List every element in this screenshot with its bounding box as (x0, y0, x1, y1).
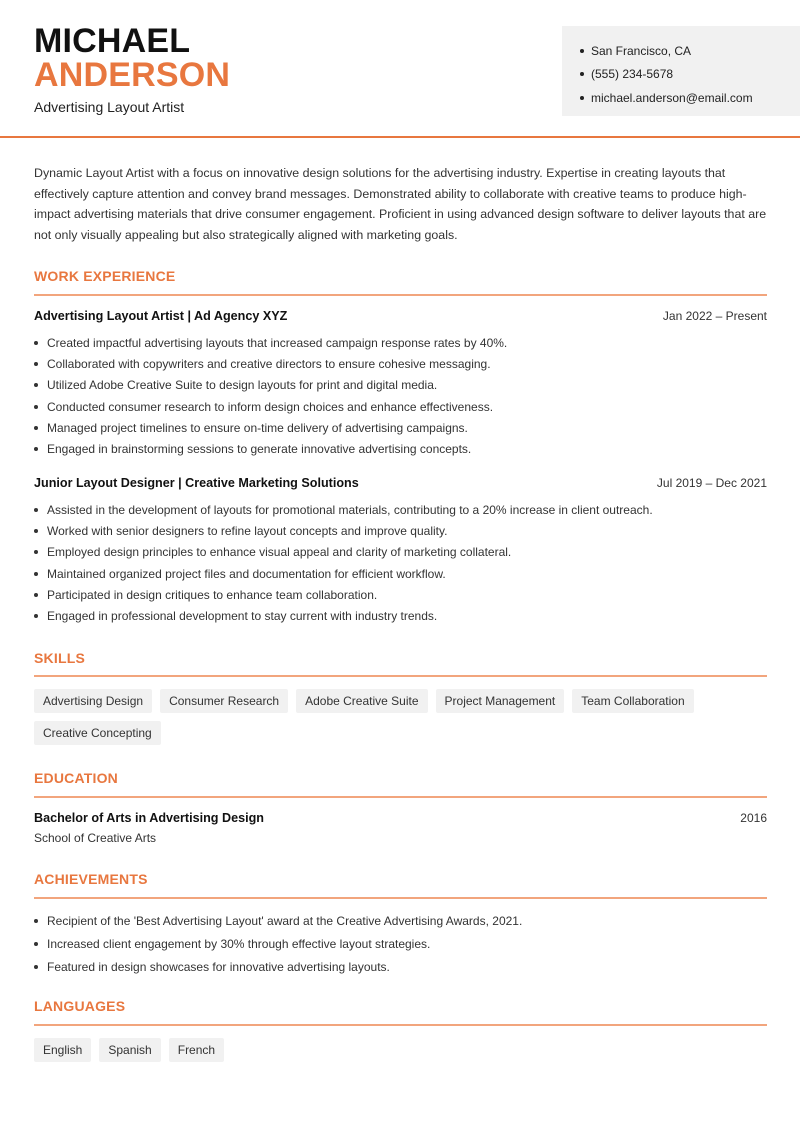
contact-location: San Francisco, CA (580, 39, 800, 63)
skill-chip: Consumer Research (160, 689, 288, 713)
language-chip: Spanish (99, 1038, 160, 1062)
bullet-icon (34, 341, 38, 345)
bullet-icon (580, 72, 584, 76)
first-name: MICHAEL (34, 22, 191, 60)
section-divider (34, 294, 767, 296)
job-title: Advertising Layout Artist (34, 99, 185, 115)
skill-chip: Team Collaboration (572, 689, 693, 713)
section-divider (34, 796, 767, 798)
bullet-icon (580, 49, 584, 53)
resume-header (0, 0, 800, 138)
school-name: School of Creative Arts (34, 831, 157, 845)
job-dates: Jan 2022 – Present (662, 309, 767, 323)
summary: Dynamic Layout Artist with a focus on innovative design solutions for the advertising industry. Expertise in creating layouts that effectively capture attention and convey brand messages. Demonstrated ability to collaborate with creative teams to produce high-impact advertising materials that drive consumer engagement. Proficient in using advanced design software to deliver layouts that are not only visually appealing but also strategically aligned with marketing goals. (34, 166, 767, 242)
bullet-icon (34, 942, 38, 946)
bullet-icon (34, 550, 38, 554)
list-item: Maintained organized project files and documentation for efficient workflow. (34, 563, 774, 584)
bullet-icon (34, 572, 38, 576)
bullet-icon (34, 593, 38, 597)
section-divider (34, 1024, 767, 1026)
languages-list (34, 1038, 774, 1070)
graduation-year: 2016 (740, 811, 767, 825)
section-title-achievements: ACHIEVEMENTS (34, 871, 148, 887)
contact-email: michael.anderson@email.com (580, 86, 800, 110)
section-title-skills: SKILLS (34, 650, 85, 666)
job-title: Junior Layout Designer | Creative Marketing Solutions (34, 476, 359, 490)
skill-chip: Advertising Design (34, 689, 152, 713)
job-title: Advertising Layout Artist | Ad Agency XYZ (34, 309, 288, 323)
bullet-icon (34, 508, 38, 512)
list-item: Recipient of the 'Best Advertising Layout' award at the Creative Advertising Awards, 2021. (34, 909, 774, 932)
list-item: Increased client engagement by 30% through effective layout strategies. (34, 932, 774, 955)
bullet-icon (34, 405, 38, 409)
list-item: Featured in design showcases for innovative advertising layouts. (34, 955, 774, 978)
section-divider (34, 897, 767, 899)
language-chip: French (169, 1038, 224, 1062)
list-item: Collaborated with copywriters and creative directors to ensure cohesive messaging. (34, 353, 774, 374)
list-item: Managed project timelines to ensure on-time delivery of advertising campaigns. (34, 417, 774, 438)
section-divider (34, 675, 767, 677)
job-bullets (34, 332, 774, 460)
bullet-icon (34, 614, 38, 618)
bullet-icon (34, 383, 38, 387)
job-entry-header (34, 476, 767, 490)
education-entry-header (34, 811, 767, 825)
list-item: Assisted in the development of layouts for promotional materials, contributing to a 20% increase in client outreach. (34, 499, 774, 520)
last-name: ANDERSON (34, 56, 231, 94)
section-title-education: EDUCATION (34, 770, 118, 786)
list-item: Worked with senior designers to refine layout concepts and improve quality. (34, 520, 774, 541)
bullet-icon (34, 919, 38, 923)
contact-box (562, 26, 800, 116)
job-dates: Jul 2019 – Dec 2021 (656, 476, 767, 490)
skill-chip: Project Management (436, 689, 565, 713)
list-item: Utilized Adobe Creative Suite to design layouts for print and digital media. (34, 375, 774, 396)
list-item: Participated in design critiques to enhance team collaboration. (34, 584, 774, 605)
list-item: Employed design principles to enhance visual appeal and clarity of marketing collateral. (34, 542, 774, 563)
skills-list (34, 689, 774, 753)
bullet-icon (34, 965, 38, 969)
achievements-list (34, 909, 774, 978)
bullet-icon (34, 426, 38, 430)
list-item: Engaged in professional development to stay current with industry trends. (34, 605, 774, 626)
contact-phone: (555) 234-5678 (580, 63, 800, 87)
job-entry-header (34, 309, 767, 323)
skill-chip: Creative Concepting (34, 721, 161, 745)
section-title-languages: LANGUAGES (34, 998, 126, 1014)
bullet-icon (580, 96, 584, 100)
degree: Bachelor of Arts in Advertising Design (34, 811, 264, 825)
list-item: Conducted consumer research to inform design choices and enhance effectiveness. (34, 396, 774, 417)
language-chip: English (34, 1038, 91, 1062)
list-item: Created impactful advertising layouts that increased campaign response rates by 40%. (34, 332, 774, 353)
bullet-icon (34, 529, 38, 533)
skill-chip: Adobe Creative Suite (296, 689, 427, 713)
bullet-icon (34, 447, 38, 451)
section-title-work: WORK EXPERIENCE (34, 268, 176, 284)
job-bullets (34, 499, 774, 627)
bullet-icon (34, 362, 38, 366)
list-item: Engaged in brainstorming sessions to generate innovative advertising concepts. (34, 438, 774, 459)
